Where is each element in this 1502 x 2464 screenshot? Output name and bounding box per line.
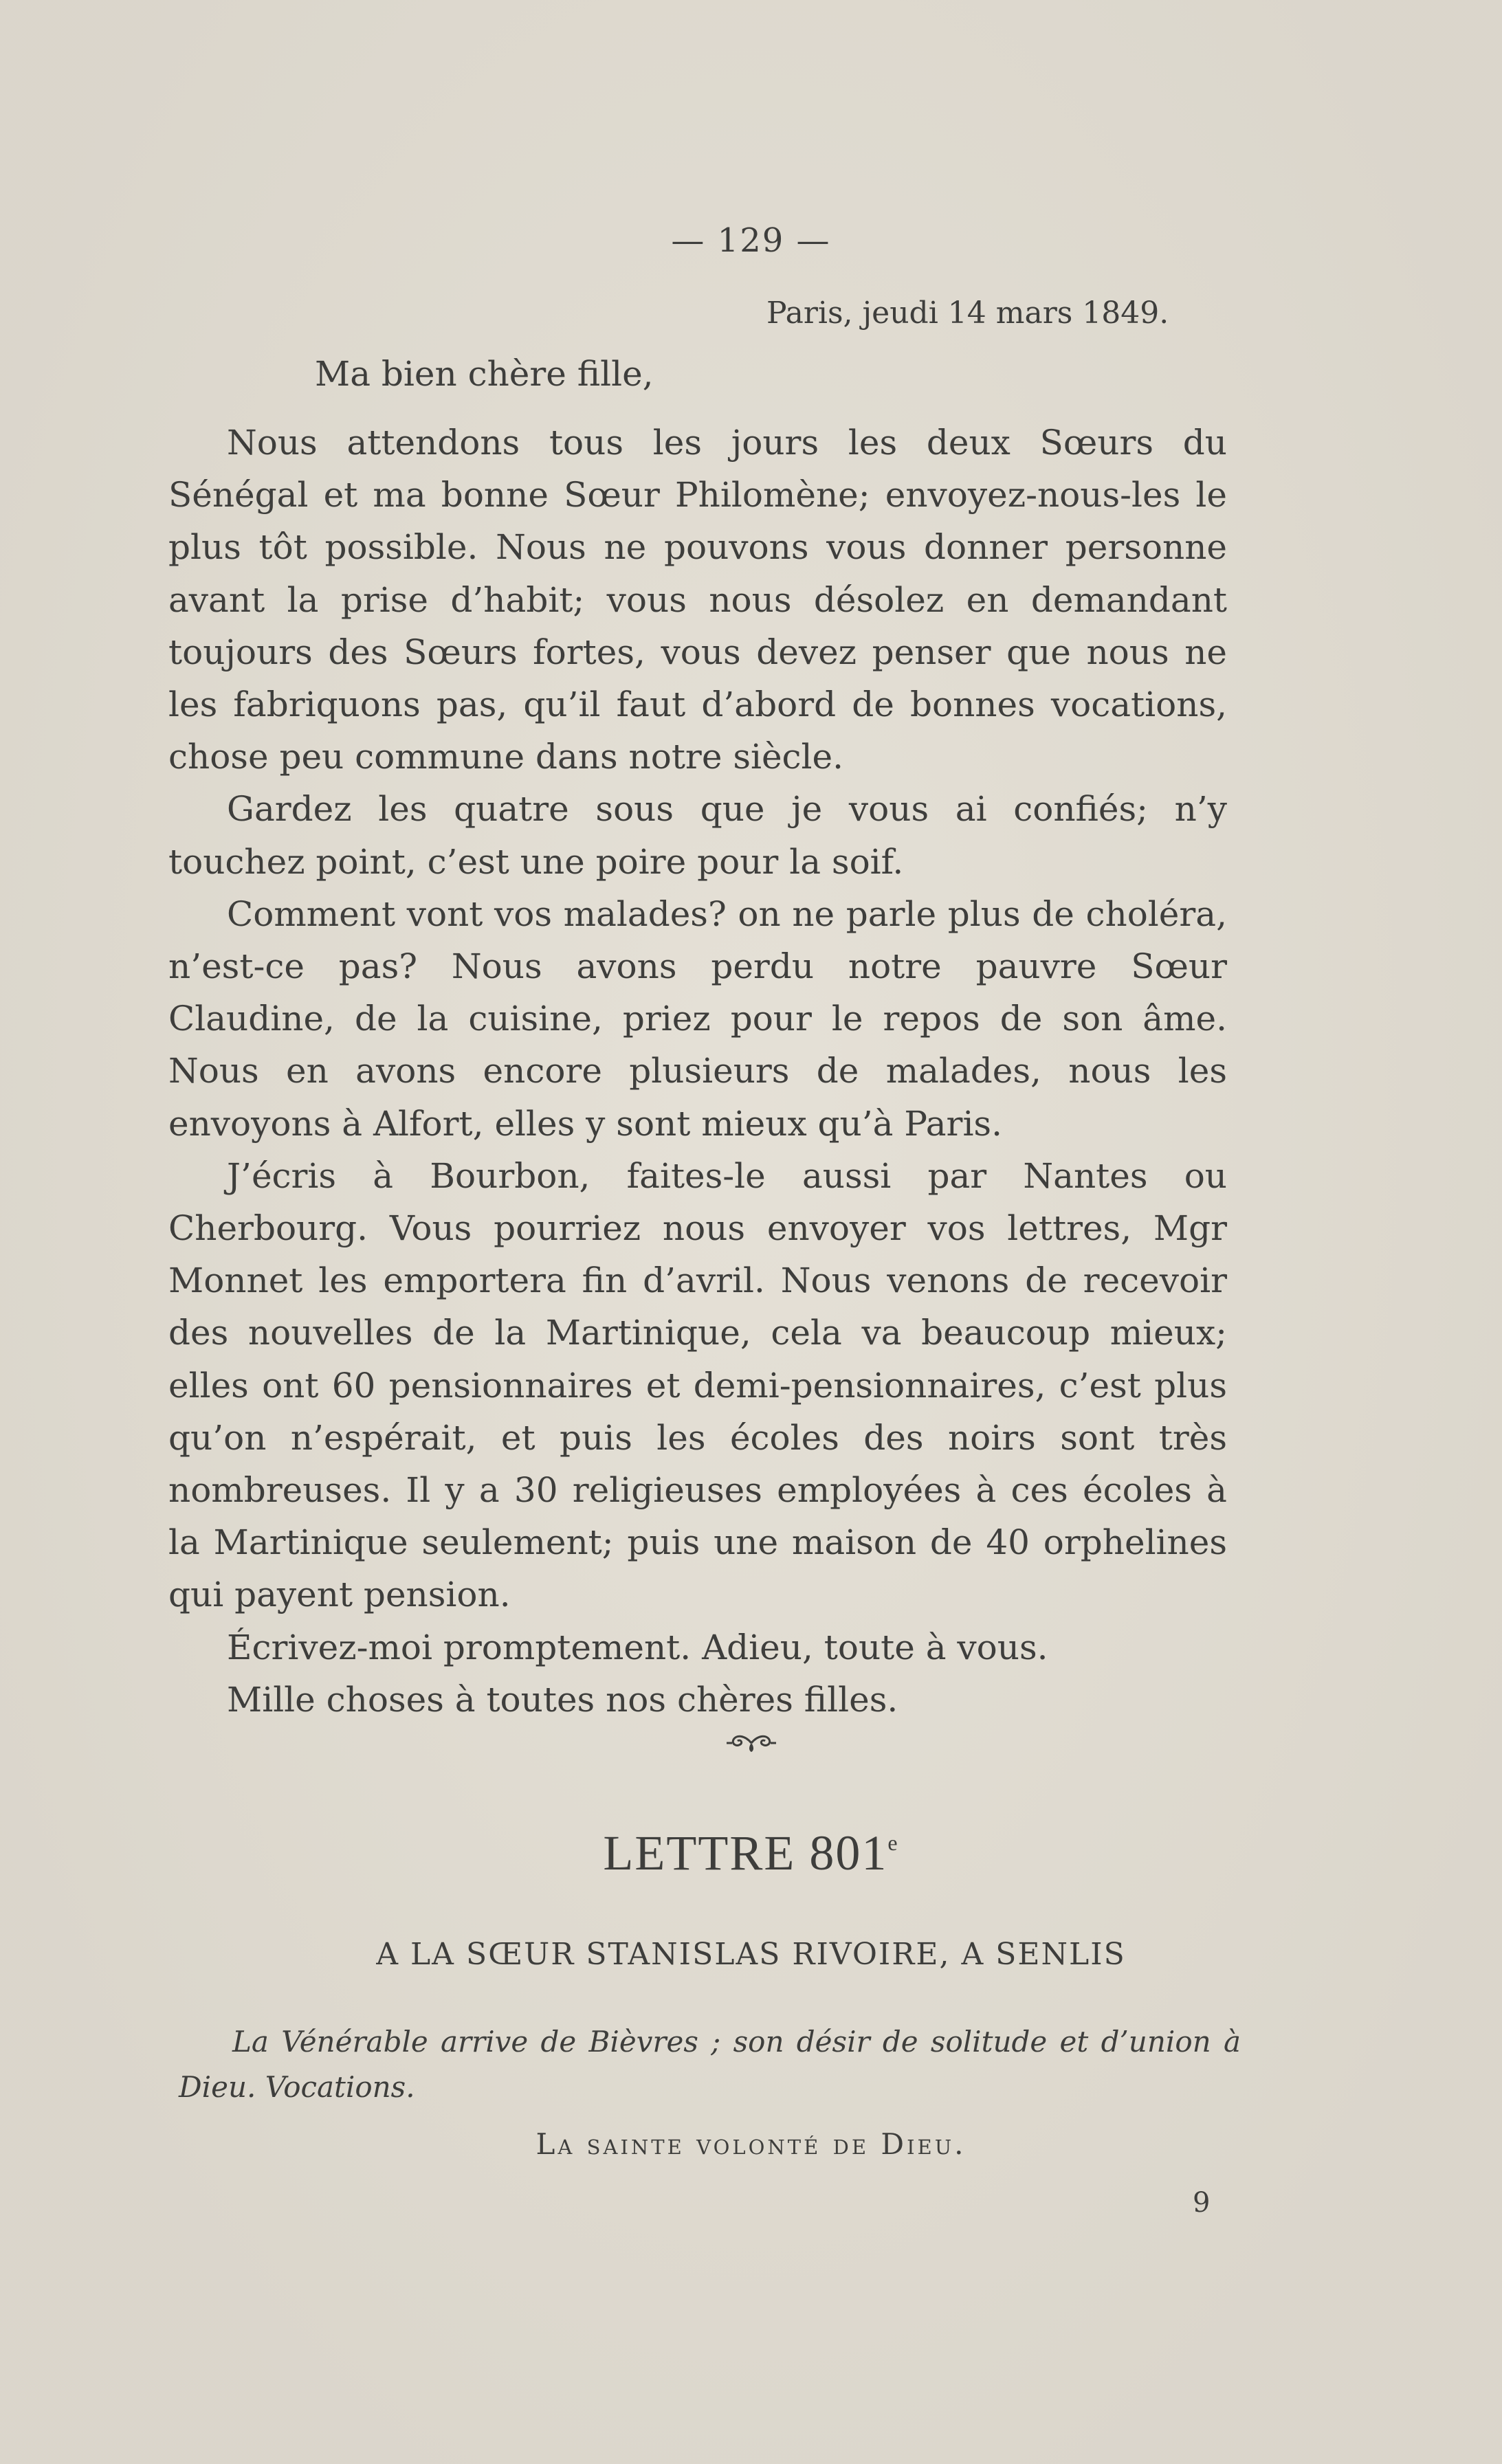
fleuron-icon xyxy=(724,1733,779,1753)
fleuron-ornament-icon xyxy=(0,1724,1502,1761)
paragraph: Mille choses à toutes nos chères filles. xyxy=(227,1679,898,1720)
letter-body xyxy=(168,417,1227,1726)
letter-motto: La sainte volonté de Dieu. xyxy=(535,2127,967,2161)
paragraph: Gardez les quatre sous que je vous ai confiés; n’y touchez point, c’est une poire pour la soif. xyxy=(168,789,1227,882)
signature-mark: 9 xyxy=(1193,2187,1211,2219)
letter-title xyxy=(0,1825,1502,1882)
letter-title-suffix: e xyxy=(887,1830,899,1855)
paragraph: Nous attendons tous les jours les deux Sœurs du Sénégal et ma bonne Sœur Philomène; envoyez-nous-les le plus tôt possible. Nous ne pouvons vous donner personne avant la prise d’habit; vous nous désolez en demandant toujours des Sœurs fortes, vous devez penser que nous ne les fabriquons pas, qu’il faut d’abord de bonnes vocations, chose peu commune dans notre siècle. xyxy=(168,423,1227,777)
letter-summary xyxy=(179,2019,1241,2110)
paragraph: J’écris à Bourbon, faites-le aussi par Nantes ou Cherbourg. Vous pourriez nous envoyer vos lettres, Mgr Monnet les emportera fin d’avril. Nous venons de recevoir des nouvelles de la Martinique, cela va beaucoup mieux; elles ont 60 pensionnaires et demi-pensionnaires, c’est plus qu’on n’espérait, et puis les écoles des noirs sont très nombreuses. Il y a 30 religieuses employées à ces écoles à la Martinique seulement; puis une maison de 40 orphelines qui payent pension. xyxy=(168,1155,1227,1615)
letter-dateline: Paris, jeudi 14 mars 1849. xyxy=(766,296,1169,331)
letter-addressee: A LA SŒUR STANISLAS RIVOIRE, A SENLIS xyxy=(376,1937,1126,1972)
page-number: — 129 — xyxy=(671,221,831,260)
letter-salutation: Ma bien chère fille, xyxy=(315,354,654,394)
letter-title-text: LETTRE 801 xyxy=(603,1825,888,1880)
paragraph: Écrivez-moi promptement. Adieu, toute à vous. xyxy=(227,1627,1048,1667)
letter-summary-text: La Vénérable arrive de Bièvres ; son désir de solitude et d’union à Dieu. Vocations. xyxy=(179,2025,1241,2104)
paragraph: Comment vont vos malades? on ne parle plus de choléra, n’est-ce pas? Nous avons perdu notre pauvre Sœur Claudine, de la cuisine, priez pour le repos de son âme. Nous en avons encore plusieurs de malades, nous les envoyons à Alfort, elles y sont mieux qu’à Paris. xyxy=(168,894,1227,1144)
